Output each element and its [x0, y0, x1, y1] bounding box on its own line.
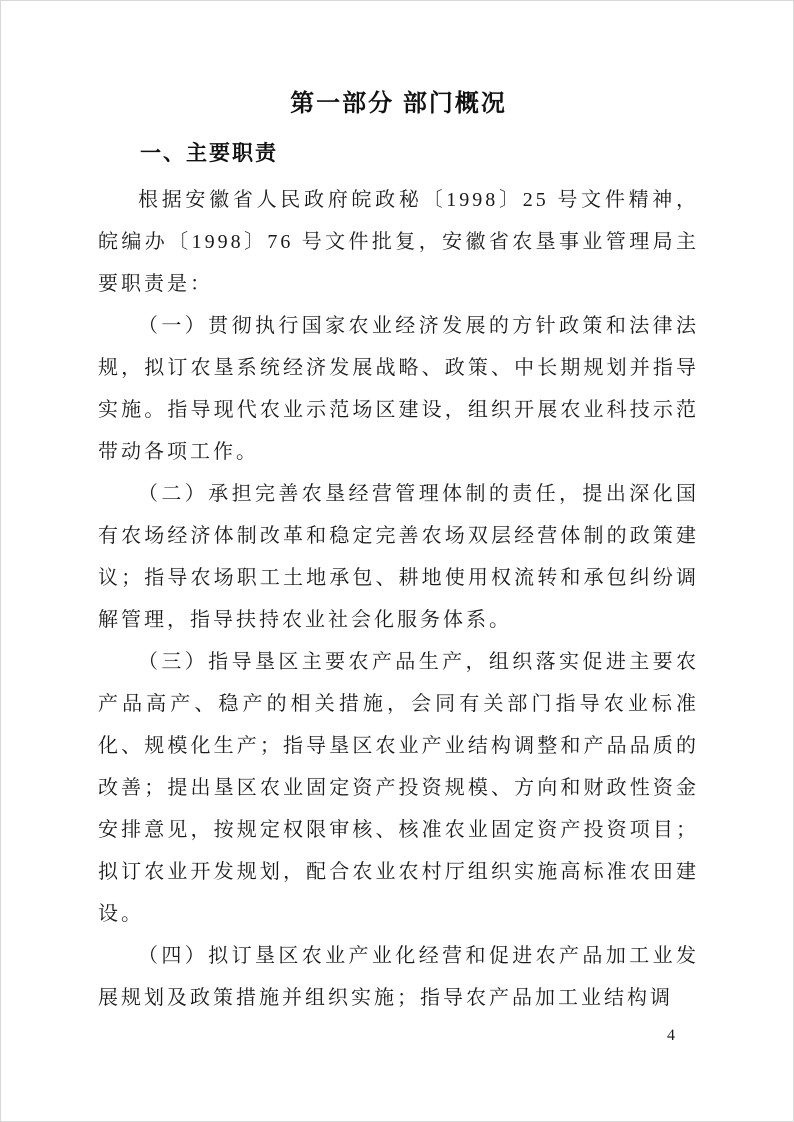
document-title: 第一部分 部门概况 [290, 90, 507, 117]
paragraph-item-2: （二）承担完善农垦经营管理体制的责任，提出深化国有农场经济体制改革和稳定完善农场双层经营体制的政策建议；指导农场职工土地承包、耕地使用权流转和承包纠纷调解管理，指导扶持农业社会化服务体系。 [98, 483, 699, 631]
paragraph-item-1: （一）贯彻执行国家农业经济发展的方针政策和法律法规，拟订农垦系统经济发展战略、政策、中长期规划并指导实施。指导现代农业示范场区建设，组织开展农业科技示范带动各项工作。 [98, 315, 699, 463]
document-content [98, 87, 699, 1019]
paragraph-intro: 根据安徽省人民政府皖政秘〔1998〕25 号文件精神，皖编办〔1998〕76 号文件批复，安徽省农垦事业管理局主要职责是： [98, 189, 699, 295]
paragraph-item-3: （三）指导垦区主要农产品生产，组织落实促进主要农产品高产、稳产的相关措施，会同有关部门指导农业标准化、规模化生产；指导垦区农业产业结构调整和产品品质的改善；提出垦区农业固定资产投资规模、方向和财政性资金安排意见，按规定权限审核、核准农业固定资产投资项目；拟订农业开发规划，配合农业农村厅组织实施高标准农田建设。 [98, 651, 699, 925]
section-heading: 一、主要职责 [140, 142, 278, 165]
paragraph-item-4: （四）拟订垦区农业产业化经营和促进农产品加工业发展规划及政策措施并组织实施；指导农产品加工业结构调 [98, 945, 699, 1009]
page-number-label: 4 [667, 1027, 675, 1044]
